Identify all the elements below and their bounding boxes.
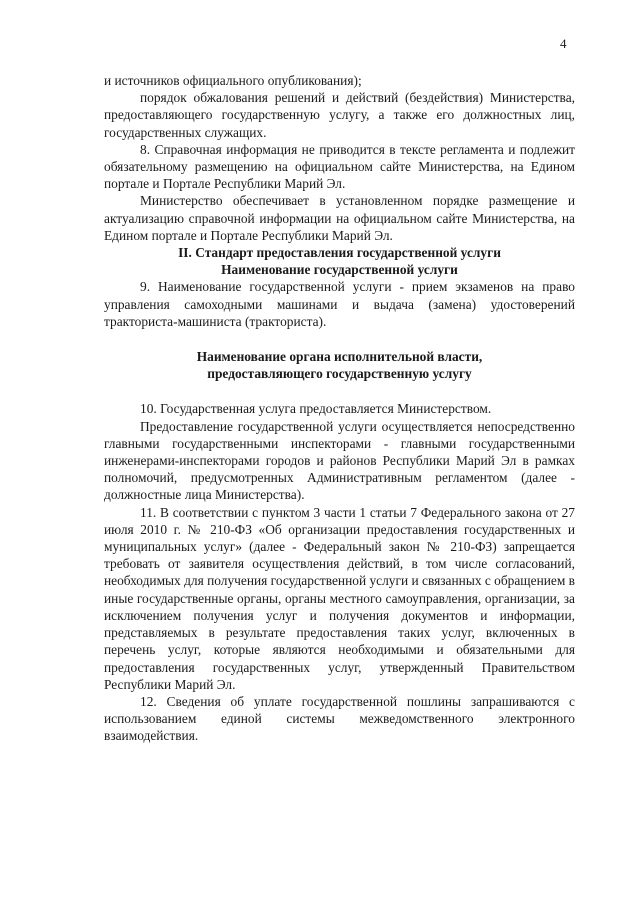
subheading-service-name: Наименование государственной услуги bbox=[221, 262, 458, 278]
paragraph-appeal-procedure: порядок обжалования решений и действий (бездействия) Министерства, предоставляющего государственную услугу, а также его должностных лиц, государственных служащих. bbox=[104, 90, 575, 140]
paragraph-sources-continued: и источников официального опубликования); bbox=[104, 73, 362, 88]
paragraph-9: 9. Наименование государственной услуги - прием экзаменов на право управления самоходными машинами и выдача (замена) удостоверений тракториста-машиниста (тракториста). bbox=[104, 279, 575, 329]
paragraph-11: 11. В соответствии с пунктом 3 части 1 статьи 7 Федерального закона от 27 июля 2010 г. № 210-ФЗ «Об организации предоставления государственных и муниципальных услуг» (далее - Федеральный закон № 210-ФЗ) запрещается требовать от заявителя осуществления действий, в том числе согласований, необходимых для получения государственной услуги и связанных с обращением в иные государственные органы, органы местного самоуправления, организации, за исключением получения услуг и получения документов и информации, представляемых в результате предоставления таких услуг, включенных в перечень услуг, которые являются необходимыми и обязательными для предоставления государственных услуг, утвержденный Правительством Республики Марий Эл. bbox=[104, 504, 575, 692]
section-heading: II. Стандарт предоставления государственной услуги bbox=[178, 245, 501, 261]
page-number: 4 bbox=[560, 36, 567, 51]
paragraph-provision: Предоставление государственной услуги осуществляется непосредственно главными государственными инспекторами - главными государственными инженерами-инспекторами городов и районов Республики Марий Эл в рамках полномочий, предусмотренных Административным регламентом (далее - должностные лица Министерства). bbox=[104, 418, 575, 503]
document-body bbox=[104, 72, 575, 745]
subheading-authority bbox=[104, 348, 575, 382]
subheading-authority-line1: Наименование органа исполнительной власти, bbox=[196, 349, 483, 365]
paragraph-8: 8. Справочная информация не приводится в тексте регламента и подлежит обязательному размещению на официальном сайте Министерства, на Едином портале и Портале Республики Марий Эл. bbox=[104, 141, 575, 192]
paragraph-ministry-publication: Министерство обеспечивает в установленном порядке размещение и актуализацию справочной информации на официальном сайте Министерства, на Едином портале и Портале Республики Марий Эл. bbox=[104, 193, 575, 243]
paragraph-10: 10. Государственная услуга предоставляется Министерством. bbox=[140, 401, 492, 417]
subheading-authority-line2: предоставляющего государственную услугу bbox=[207, 366, 472, 382]
paragraph-12: 12. Сведения об уплате государственной пошлины запрашиваются с использованием единой системы межведомственного электронного взаимодействия. bbox=[104, 693, 575, 744]
